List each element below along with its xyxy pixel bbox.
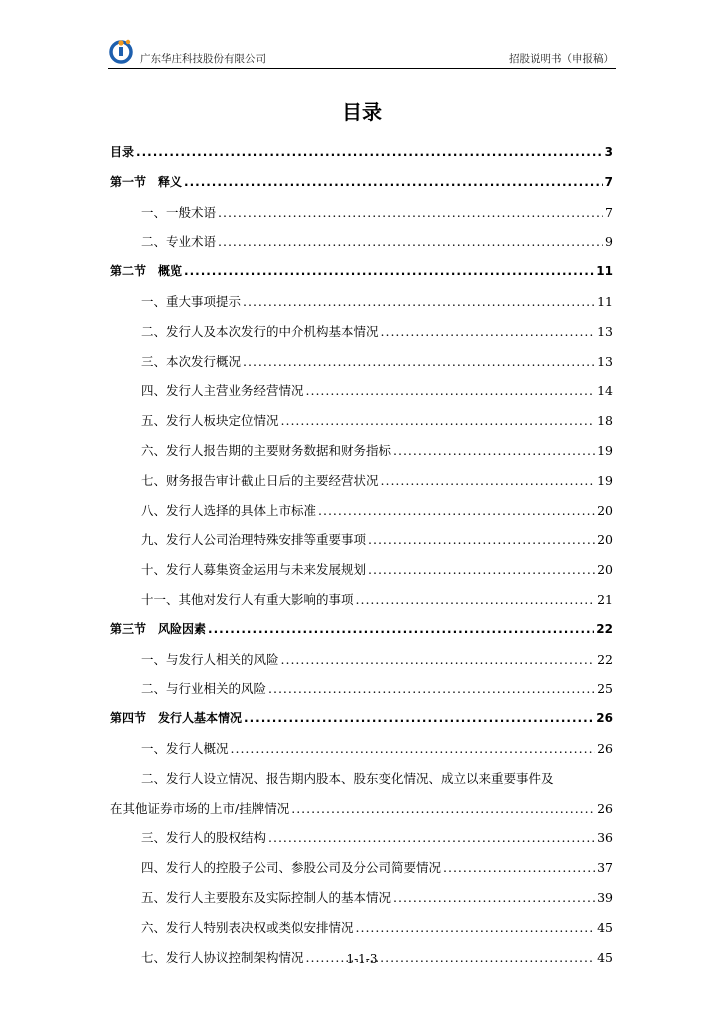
toc-entry-line2[interactable]: 在其他证券市场的上市/挂牌情况 ..... 26 <box>110 794 613 824</box>
document-title: 招股说明书（申报稿） <box>509 53 614 65</box>
dot-leader <box>306 376 596 406</box>
dot-leader <box>244 704 594 734</box>
toc-entry[interactable]: 三、本次发行概况 ..... 13 <box>110 347 613 377</box>
dot-leader <box>393 436 595 466</box>
toc-heading: 目录 <box>342 100 382 124</box>
toc-entry[interactable]: 六、发行人报告期的主要财务数据和财务指标 ..... 19 <box>110 436 613 466</box>
toc-entry-section-1[interactable]: 第一节 释义 ..... 7 <box>110 168 613 198</box>
toc-entry[interactable]: 五、发行人板块定位情况 ..... 18 <box>110 406 613 436</box>
toc-entry-contents[interactable]: 目录 ..... 3 <box>110 138 613 168</box>
toc-entry[interactable]: 七、发行人协议控制架构情况 ..... 45 <box>110 943 613 973</box>
toc-entry[interactable]: 六、发行人特别表决权或类似安排情况 ..... 45 <box>110 913 613 943</box>
toc-entry[interactable]: 三、发行人的股权结构 ..... 36 <box>110 823 613 853</box>
toc-entry[interactable]: 十、发行人募集资金运用与未来发展规划 ..... 20 <box>110 555 613 585</box>
toc-entry[interactable]: 一、重大事项提示 ..... 11 <box>110 287 613 317</box>
dot-leader <box>381 466 596 496</box>
dot-leader <box>368 525 595 555</box>
dot-leader <box>184 168 603 198</box>
toc-entry[interactable]: 二、专业术语 ..... 9 <box>110 227 613 257</box>
toc-entry[interactable]: 九、发行人公司治理特殊安排等重要事项 ..... 20 <box>110 525 613 555</box>
toc-entry[interactable]: 八、发行人选择的具体上市标准 ..... 20 <box>110 496 613 526</box>
dot-leader <box>218 198 603 228</box>
toc-entry[interactable]: 十一、其他对发行人有重大影响的事项 ..... 21 <box>110 585 613 615</box>
toc-entry[interactable]: 一、一般术语 ..... 7 <box>110 198 613 228</box>
dot-leader <box>281 406 596 436</box>
dot-leader <box>268 674 595 704</box>
toc-entry-line1[interactable]: 二、发行人设立情况、报告期内股本、股东变化情况、成立以来重要事件及 <box>141 770 554 786</box>
dot-leader <box>318 496 595 526</box>
toc-entry[interactable]: 一、发行人概况 ..... 26 <box>110 734 613 764</box>
table-of-contents <box>110 138 613 972</box>
dot-leader <box>184 257 594 287</box>
toc-entry[interactable]: 二、与行业相关的风险 ..... 25 <box>110 674 613 704</box>
toc-entry[interactable]: 一、与发行人相关的风险 ..... 22 <box>110 645 613 675</box>
toc-entry[interactable]: 四、发行人的控股子公司、参股公司及分公司简要情况 ..... 37 <box>110 853 613 883</box>
toc-entry-section-4[interactable]: 第四节 发行人基本情况 ..... 26 <box>110 704 613 734</box>
toc-entry-section-3[interactable]: 第三节 风险因素 ..... 22 <box>110 615 613 645</box>
toc-entry-section-2[interactable]: 第二节 概览 ..... 11 <box>110 257 613 287</box>
page-number: 1-1-3 <box>346 952 378 966</box>
toc-entry[interactable]: 五、发行人主要股东及实际控制人的基本情况 ..... 39 <box>110 883 613 913</box>
toc-entry[interactable]: 四、发行人主营业务经营情况 ..... 14 <box>110 376 613 406</box>
company-name: 广东华庄科技股份有限公司 <box>140 53 266 65</box>
dot-leader <box>368 555 595 585</box>
dot-leader <box>356 913 596 943</box>
dot-leader <box>243 287 595 317</box>
dot-leader <box>356 585 596 615</box>
dot-leader <box>231 734 596 764</box>
dot-leader <box>268 823 595 853</box>
toc-entry[interactable]: 七、财务报告审计截止日后的主要经营状况 ..... 19 <box>110 466 613 496</box>
dot-leader <box>393 883 595 913</box>
company-logo-icon <box>108 38 136 64</box>
dot-leader <box>243 347 595 377</box>
dot-leader <box>208 615 594 645</box>
dot-leader <box>281 645 596 675</box>
dot-leader <box>218 227 603 257</box>
page-header <box>108 38 616 69</box>
dot-leader <box>136 138 603 168</box>
dot-leader <box>443 853 595 883</box>
dot-leader <box>291 794 595 824</box>
toc-entry[interactable]: 二、发行人及本次发行的中介机构基本情况 ..... 13 <box>110 317 613 347</box>
dot-leader <box>381 317 596 347</box>
